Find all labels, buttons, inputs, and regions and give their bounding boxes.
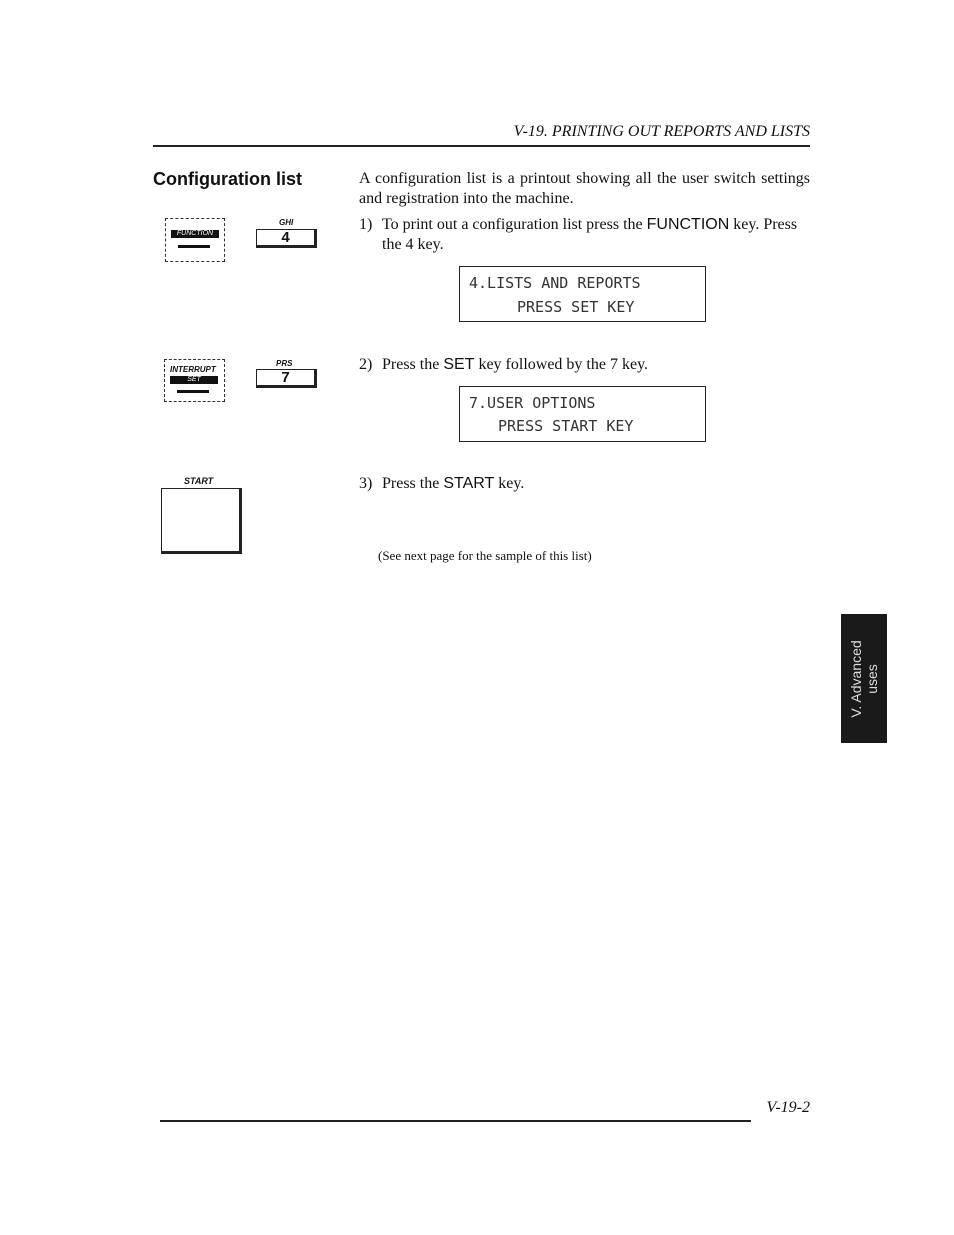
function-key-bar <box>178 245 210 248</box>
lcd-display-lists-reports <box>459 266 706 322</box>
step-text: Press the START key. <box>382 475 525 492</box>
step-number: 2) <box>359 356 373 373</box>
sample-note: (See next page for the sample of this list) <box>378 548 592 563</box>
start-key-illustration <box>161 488 242 554</box>
key-name: SET <box>443 356 475 373</box>
lcd-line-1: 7.USER OPTIONS <box>469 394 596 412</box>
step-3 <box>359 474 810 494</box>
key-name: START <box>443 475 495 492</box>
step-text: To print out a configuration list press the FUNCTION key. Press the 4 key. <box>382 216 798 253</box>
page-number: V-19-2 <box>766 1099 810 1116</box>
start-key-label: START <box>184 476 214 486</box>
step-number: 3) <box>359 475 373 492</box>
step-1 <box>359 215 810 255</box>
set-key-label: SET <box>170 376 218 384</box>
step-text: Press the SET key followed by the 7 key. <box>382 356 649 373</box>
function-key-label: FUNCTION <box>171 230 219 238</box>
key-4-illustration: 4 <box>256 229 317 248</box>
set-key-bar <box>177 390 209 393</box>
header-divider <box>153 145 810 147</box>
lcd-display-user-options <box>459 386 706 442</box>
footer-divider <box>160 1120 751 1122</box>
key-name: FUNCTION <box>646 216 730 233</box>
lcd-line-1: 4.LISTS AND REPORTS <box>469 274 641 292</box>
lcd-line-2: PRESS START KEY <box>498 417 634 435</box>
ghi-key-label: GHI <box>279 218 294 227</box>
intro-paragraph: A configuration list is a printout showing all the user switch settings and registration into the machine. <box>359 170 810 207</box>
page-header-title: V-19. PRINTING OUT REPORTS AND LISTS <box>513 123 810 140</box>
lcd-line-2: PRESS SET KEY <box>517 298 635 316</box>
step-2 <box>359 355 810 375</box>
interrupt-label: INTERRUPT <box>170 365 216 374</box>
chapter-tab-label: V. Advanced uses <box>848 639 880 718</box>
chapter-side-tab <box>841 614 887 743</box>
step-number: 1) <box>359 216 373 233</box>
set-key-illustration <box>164 359 225 402</box>
prs-key-label: PRS <box>276 359 293 368</box>
function-key-illustration <box>165 218 225 262</box>
key-7-illustration: 7 <box>256 369 317 388</box>
section-title: Configuration list <box>153 169 302 189</box>
